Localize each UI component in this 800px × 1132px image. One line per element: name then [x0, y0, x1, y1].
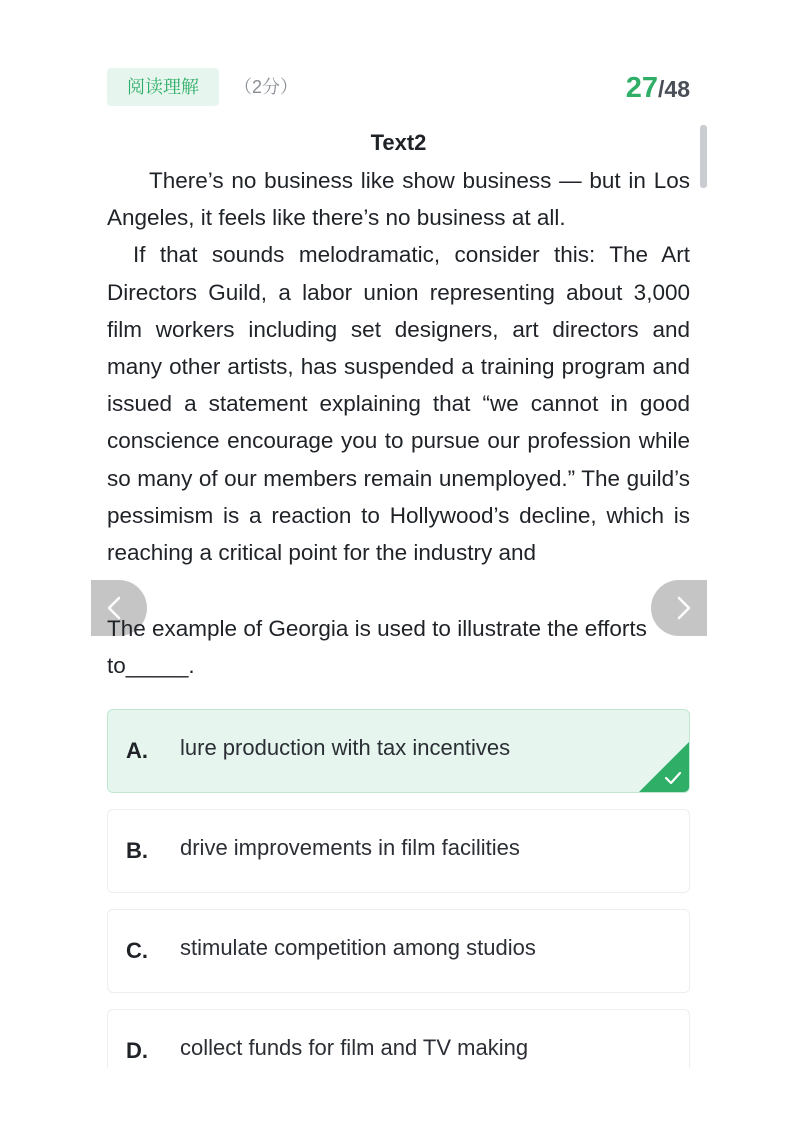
current-question-number: 27 [625, 72, 659, 104]
option-letter: A. [126, 738, 148, 763]
passage-paragraph: If that sounds melodramatic, consider this: The Art Directors Guild, a labor union representing about 3,000 film workers including set designers, art directors and many other artists, has suspended a training program and issued a statement explaining that “we cannot in good conscience encourage you to pursue our profession while so many of our members remain unemployed.” The guild’s pessimism is a reaction to Hollywood’s decline, which is reaching a critical point for the industry and [107, 242, 690, 566]
bottom-fade [0, 1068, 800, 1132]
option-letter: B. [126, 838, 148, 863]
passage-title: Text2 [370, 130, 427, 155]
option-b[interactable] [107, 809, 690, 893]
option-c[interactable] [107, 909, 690, 993]
option-letter: D. [126, 1038, 148, 1063]
option-text: lure production with tax incentives [180, 735, 511, 760]
option-text: stimulate competition among studios [180, 935, 536, 960]
passage-panel[interactable] [107, 124, 690, 594]
question-stem: The example of Georgia is used to illustrate the efforts to_____. [107, 616, 647, 678]
option-text: drive improvements in film facilities [180, 835, 520, 860]
total-questions: /48 [658, 76, 690, 102]
option-letter: C. [126, 938, 148, 963]
category-tag: 阅读理解 [107, 68, 219, 106]
checkmark-icon [639, 742, 689, 792]
option-text: collect funds for film and TV making [180, 1035, 529, 1060]
question-counter [626, 68, 690, 108]
score-label: （2分） [234, 77, 299, 97]
option-a[interactable] [107, 709, 690, 793]
passage-paragraph: There’s no business like show business — but in Los Angeles, it feels like there’s no business at all. [107, 168, 690, 231]
passage-scrollbar[interactable] [700, 125, 707, 188]
